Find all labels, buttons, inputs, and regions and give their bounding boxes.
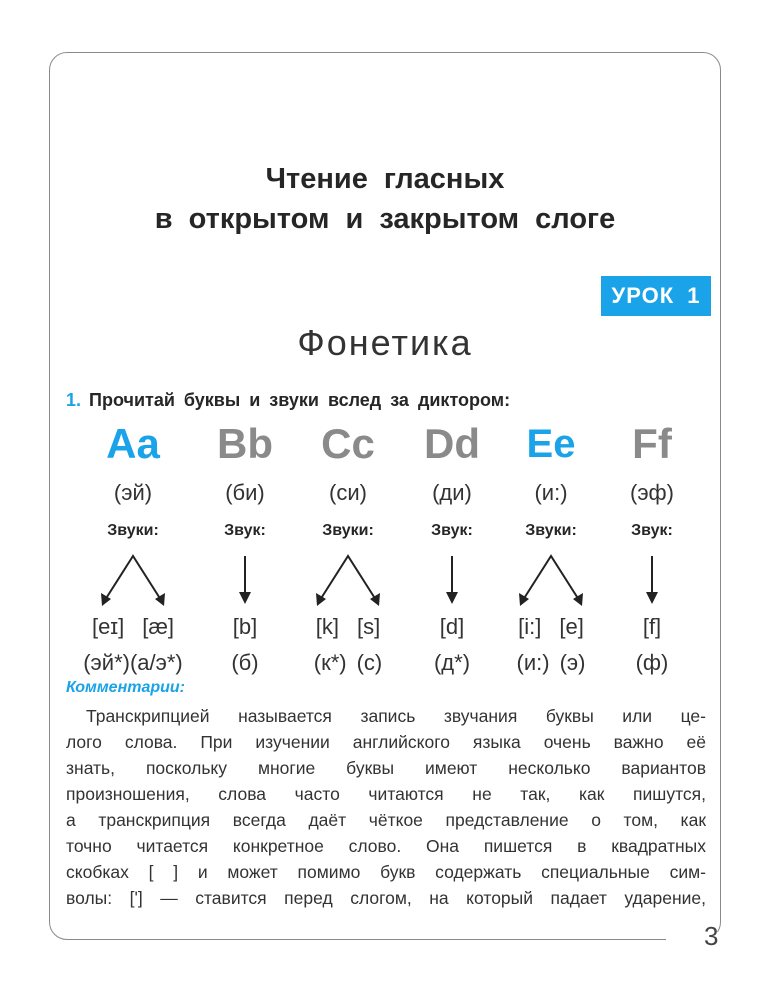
paragraph-line: Транскрипцией называется запись звучания буквы или це- bbox=[86, 706, 706, 726]
task-instruction bbox=[66, 390, 510, 411]
paragraph-line: а транскрипция всегда даёт чёткое представление о том, как bbox=[66, 810, 706, 830]
ru-sound-1: (д*) bbox=[433, 650, 471, 675]
comments-paragraph bbox=[66, 703, 706, 911]
sound-label: Звук: bbox=[431, 522, 473, 539]
letter-column-f bbox=[582, 418, 722, 676]
sound-1: [i:] bbox=[518, 614, 542, 639]
page-title-line-2: в открытом и закрытом слоге bbox=[154, 203, 616, 235]
sound-1: [b] bbox=[232, 614, 258, 639]
paragraph-line: произношения, слова часто читаются не так, как пишутся, bbox=[66, 784, 706, 804]
letter-glyph: Bb bbox=[217, 420, 273, 467]
letter-name: (эй) bbox=[113, 480, 153, 505]
letter-name: (и:) bbox=[534, 480, 568, 505]
down-arrow-icon bbox=[582, 546, 722, 612]
sound-1: [eɪ] bbox=[91, 614, 125, 639]
paragraph-line: волы: [ʹ] — ставится перед слогом, на который падает ударение, bbox=[66, 888, 706, 908]
task-number: 1. bbox=[66, 390, 82, 410]
ru-sound-1: (ф) bbox=[635, 650, 669, 675]
letter-glyph: Ff bbox=[632, 420, 672, 467]
ru-sound-1: (к*) bbox=[313, 650, 347, 675]
transcription-row bbox=[582, 614, 722, 640]
task-text: Прочитай буквы и звуки вслед за диктором: bbox=[89, 390, 511, 410]
ru-sound-2: (с) bbox=[356, 650, 383, 675]
russian-sound-row bbox=[582, 650, 722, 676]
lesson-badge: УРОК 1 bbox=[601, 276, 711, 316]
sound-2: [e] bbox=[559, 614, 584, 639]
frame-gap bbox=[666, 932, 736, 948]
paragraph-line: скобках [ ] и может помимо букв содержать специальные сим- bbox=[66, 862, 706, 882]
sound-label: Звук: bbox=[224, 522, 266, 539]
sounds-label: Звуки: bbox=[525, 522, 577, 539]
paragraph-line: точно читается конкретное слово. Она пишется в квадратных bbox=[66, 836, 706, 856]
letter-glyph: Dd bbox=[424, 420, 480, 467]
letter-name: (ди) bbox=[432, 480, 472, 505]
letter-glyph: Aa bbox=[106, 420, 160, 467]
comments-heading: Комментарии: bbox=[66, 679, 186, 696]
sound-2: [æ] bbox=[142, 614, 175, 639]
ru-sound-1: (и:) bbox=[516, 650, 550, 675]
letter-glyph: Cc bbox=[321, 420, 375, 467]
sounds-label: Звуки: bbox=[107, 522, 159, 539]
page-title-line-1: Чтение гласных bbox=[265, 163, 505, 195]
sound-1: [k] bbox=[315, 614, 339, 639]
letter-name: (би) bbox=[225, 480, 265, 505]
sounds-label: Звуки: bbox=[322, 522, 374, 539]
letter-name: (эф) bbox=[630, 480, 674, 505]
ru-sound-1: (б) bbox=[231, 650, 259, 675]
sound-1: [d] bbox=[439, 614, 465, 639]
letter-glyph: Ee bbox=[526, 422, 576, 466]
page-number: 3 bbox=[704, 921, 719, 951]
sound-label: Звук: bbox=[631, 522, 673, 539]
section-title: Фонетика bbox=[297, 322, 473, 363]
ru-sound-1: (эй*) bbox=[83, 650, 130, 675]
sound-2: [s] bbox=[357, 614, 381, 639]
paragraph-line: лого слова. При изучении английского языка очень важно её bbox=[66, 732, 706, 752]
ru-sound-2: (а/э*) bbox=[129, 650, 183, 675]
sound-1: [f] bbox=[642, 614, 662, 639]
letter-name: (си) bbox=[329, 480, 367, 505]
paragraph-line: знать, поскольку многие буквы имеют несколько вариантов bbox=[66, 758, 706, 778]
ru-sound-2: (э) bbox=[559, 650, 586, 675]
